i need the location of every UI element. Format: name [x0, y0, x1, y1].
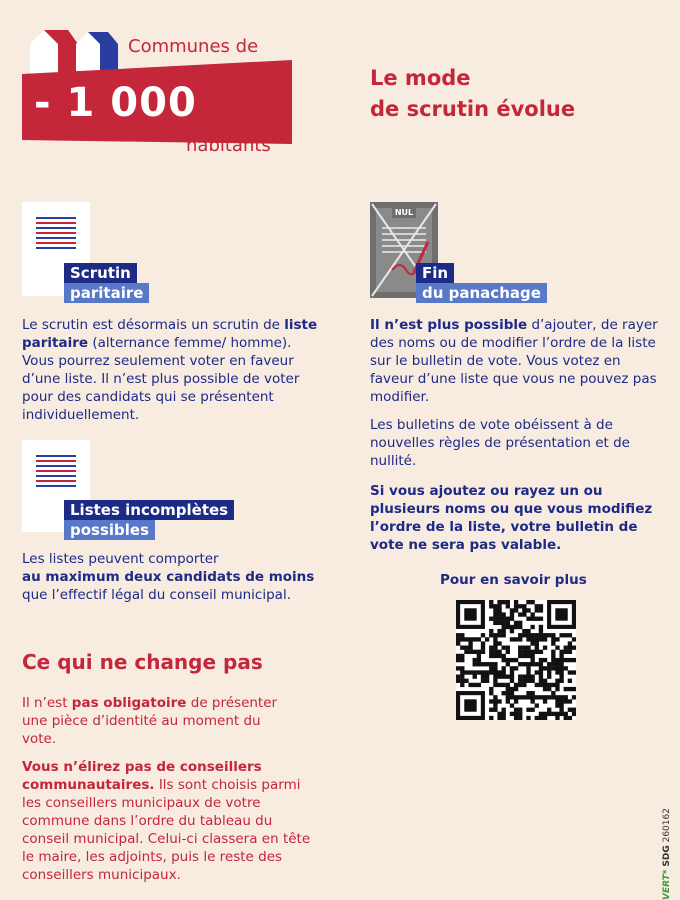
qr-code[interactable] — [456, 600, 576, 720]
scrutin-paritaire-tag: Scrutin paritaire — [64, 263, 149, 303]
ce-qui-ne-change-pas-title: Ce qui ne change pas — [22, 650, 263, 674]
fin-panachage-tag: Fin du panachage — [416, 263, 547, 303]
panachage-text-2: Les bulletins de vote obéissent à de nouvelles règles de présentation et de nullité. — [370, 417, 630, 469]
communes-de-label: Communes de — [128, 36, 259, 57]
panachage-text-1: Il n’est plus possible d’ajouter, de rayer des noms ou de modifier l’ordre de la liste sur le bulletin de vote. Vous votez en faveur d’une liste que vous ne pouvez pas modifier. — [370, 317, 658, 405]
habitants-label: habitants — [186, 135, 271, 156]
conseillers-communautaires-text: Vous n’élirez pas de conseillers communautaires. Ils sont choisis parmi les conseillers municipaux de votre commune dans l’ordre du tableau du conseil municipal. Celui-ci classera en tête le maire, les adjoints, puis le reste des conseillers municipaux. — [22, 759, 311, 883]
listes-incompletes-text: Les listes peuvent comporter au maximum deux candidats de moins que l’effectif légal du conseil municipal. — [22, 551, 315, 603]
listes-incompletes-tag: Listes incomplètes possibles — [64, 500, 234, 540]
ballot-nul-label: NUL — [394, 208, 414, 217]
more-info-label: Pour en savoir plus — [440, 572, 587, 588]
houses-illustration — [26, 28, 122, 74]
scrutin-paritaire-text: Le scrutin est désormais un scrutin de liste paritaire (alternance femme/ homme). Vous pourrez seulement voter en faveur d’une liste. Il n’est plus possible de voter pour des candidats qui se présentent individuellement. — [22, 317, 318, 423]
page-title: Le mode de scrutin évolue — [370, 66, 576, 121]
piece-identite-text: Il n’est pas obligatoire de présenter une pièce d’identité au moment du vote. — [22, 695, 278, 747]
print-reference: VERT* SDG 260162 — [662, 808, 672, 900]
panachage-text-3: Si vous ajoutez ou rayez un ou plusieurs noms ou que vous modifiez l’ordre de la liste, votre bulletin de vote ne sera pas valable. — [370, 483, 653, 553]
population-threshold: - 1 000 — [34, 80, 197, 126]
